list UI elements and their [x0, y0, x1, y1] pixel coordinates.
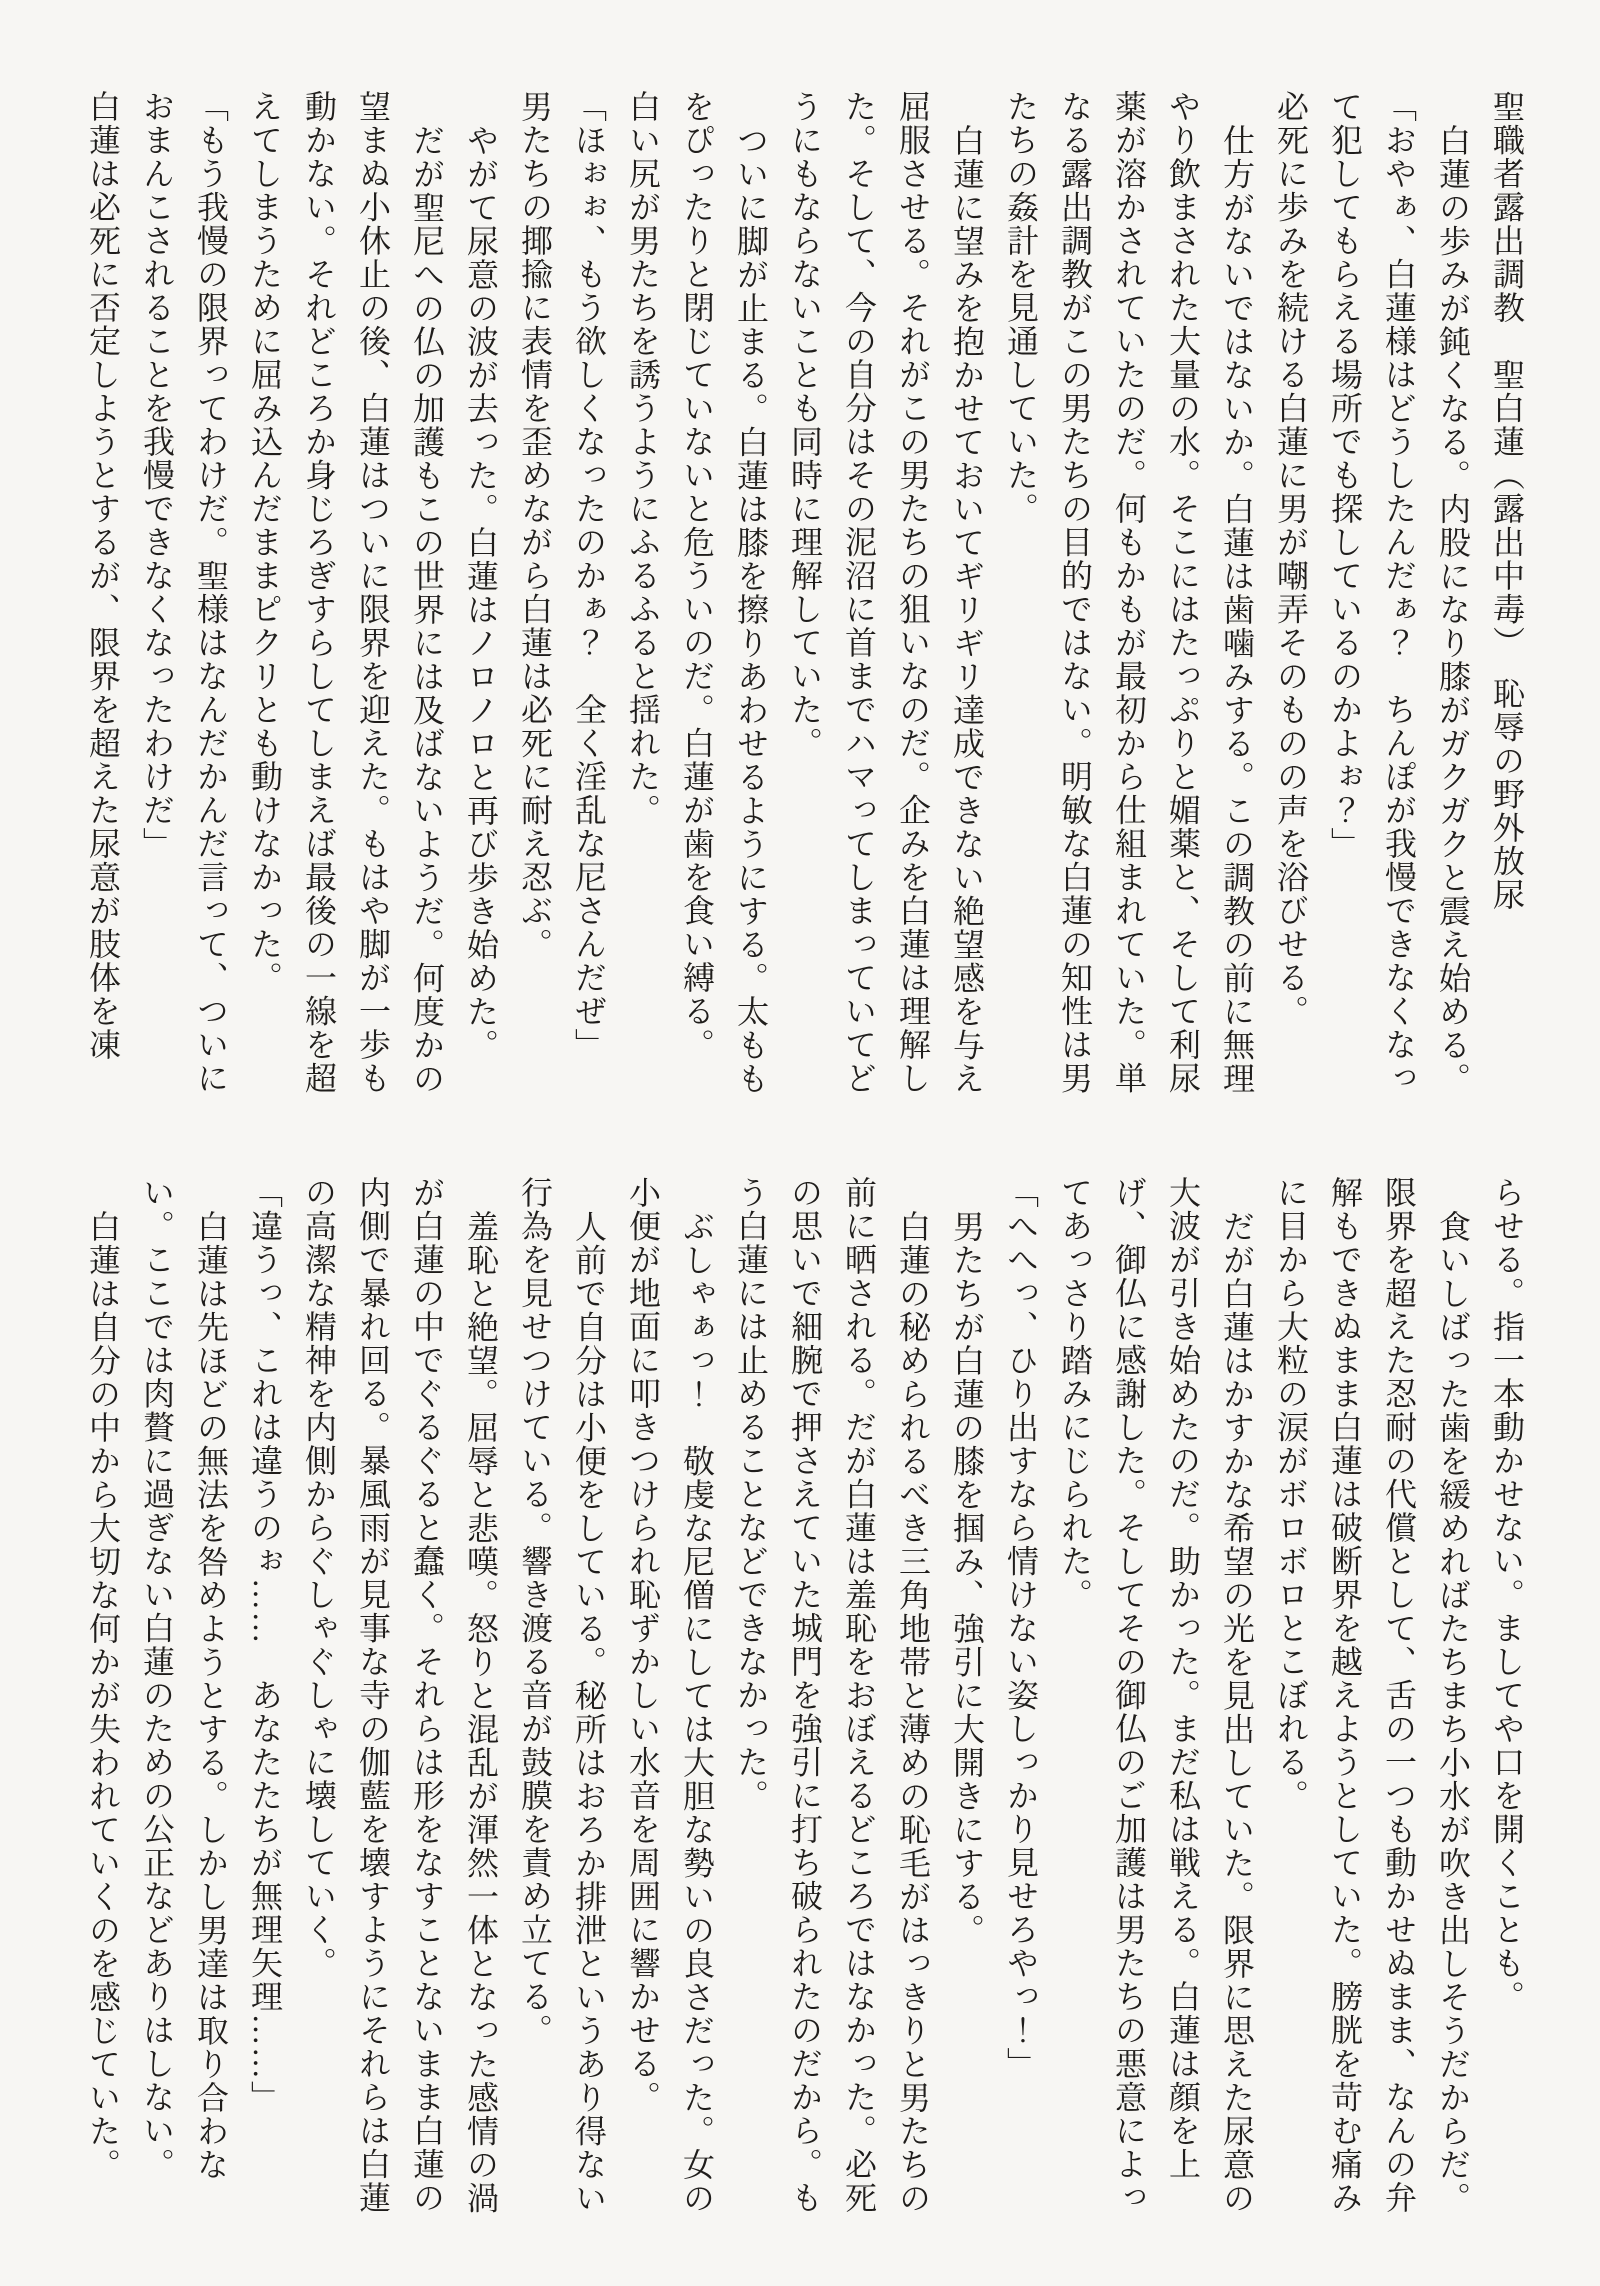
- paragraph: 羞恥と絶望。屈辱と悲嘆。怒りと混乱が渾然一体となった感情の渦が白蓮の中でぐるぐると蠢く。それらは形をなすことないまま白蓮の内側で暴れ回る。暴風雨が見事な寺の伽藍を壊すようにそれらは白蓮の高潔な精神を内側からぐしゃぐしゃに壊していく。: [301, 1176, 499, 2215]
- paragraph: だが聖尼への仏の加護もこの世界には及ばないようだ。何度かの望まぬ小休止の後、白蓮はついに限界を迎えた。もはや脚が一歩も動かない。それどころか身じろぎすらしてしまえば最後の一線を超えてしまうために屈み込んだままピクリとも動けなかった。: [247, 90, 445, 1096]
- paragraph: 白蓮の歩みが鈍くなる。内股になり膝がガクガクと震え始める。: [1435, 124, 1471, 1096]
- paragraph: 食いしばった歯を緩めればたちまち小水が吹き出しそうだからだ。限界を超えた忍耐の代償として、舌の一つも動かせぬまま、なんの弁解もできぬまま白蓮は破断界を越えようとしていた。膀胱を苛む痛みに目から大粒の涙がボロボロとこぼれる。: [1273, 1176, 1471, 2215]
- paragraph: ぶしゃぁっ！ 敬虔な尼僧にしては大胆な勢いの良さだった。女の小便が地面に叩きつけられ恥ずかしい水音を周囲に響かせる。: [625, 1176, 715, 2215]
- paragraph: 「へへっ、ひり出すなら情けない姿しっかり見せろやっ！」: [1003, 1176, 1039, 2081]
- paragraph: 白蓮は必死に否定しようとするが、限界を超えた尿意が肢体を凍: [85, 90, 121, 1062]
- paragraph: 必死に歩みを続ける白蓮に男が嘲弄そのものの声を浴びせる。: [1273, 90, 1309, 1028]
- paragraph: ついに脚が止まる。白蓮は膝を擦りあわせるようにする。太ももをぴったりと閉じていないと危ういのだ。白蓮が歯を食い縛る。: [679, 90, 769, 1096]
- paragraph: 「おやぁ、白蓮様はどうしたんだぁ？ ちんぽが我慢できなくなって犯してもらえる場所でも探しているのかよぉ？」: [1327, 90, 1417, 1095]
- paragraph: だが白蓮はかすかな希望の光を見出していた。限界に思えた尿意の大波が引き始めたのだ。助かった。まだ私は戦える。白蓮は顔を上げ、御仏に感謝した。そしてその御仏のご加護は男たちの悪意によってあっさり踏みにじられた。: [1057, 1176, 1255, 2215]
- paragraph: 白蓮の秘められるべき三角地帯と薄めの恥毛がはっきりと男たちの前に晒される。だが白蓮は羞恥をおぼえるどころではなかった。必死の思いで細腕で押さえていた城門を強引に打ち破られたのだから。もう白蓮には止めることなどできなかった。: [733, 1176, 931, 2215]
- paragraph: 「ほぉぉ、もう欲しくなったのかぁ？ 全く淫乱な尼さんだぜ」: [571, 90, 607, 1062]
- paragraph: やがて尿意の波が去った。白蓮はノロノロと再び歩き始めた。: [463, 124, 499, 1062]
- paragraph: 「違うっ、これは違うのぉ…… あなたたちが無理矢理……」: [247, 1176, 283, 2114]
- top-text-block: [76, 90, 1534, 1098]
- paragraph: 白い尻が男たちを誘うようにふるふると揺れた。: [625, 90, 661, 827]
- paragraph: 人前で自分は小便をしている。秘所はおろか排泄というあり得ない行為を見せつけている。響き渡る音が鼓膜を責め立てる。: [517, 1176, 607, 2215]
- bottom-text-block: [76, 1176, 1534, 2221]
- page-title: 聖職者露出調教 聖白蓮（露出中毒） 恥辱の野外放尿: [1489, 90, 1525, 912]
- paragraph: 白蓮に望みを抱かせておいてギリギリ達成できない絶望感を与え屈服させる。それがこの男たちの狙いなのだ。企みを白蓮は理解した。そして、今の自分はその泥沼に首までハマってしまっていてどうにもならないことも同時に理解していた。: [787, 90, 985, 1096]
- paragraph: 男たちの揶揄に表情を歪めながら白蓮は必死に耐え忍ぶ。: [517, 90, 553, 961]
- paragraph: 男たちが白蓮の膝を掴み、強引に大開きにする。: [949, 1210, 985, 1947]
- paragraph: 「もう我慢の限界ってわけだ。聖様はなんだかんだ言って、ついにおまんこされることを我慢できなくなったわけだ」: [139, 90, 229, 1095]
- paragraph: らせる。指一本動かせない。ましてや口を開くことも。: [1489, 1176, 1525, 2014]
- paragraph: 白蓮は先ほどの無法を咎めようとする。しかし男達は取り合わない。ここでは肉贅に過ぎない白蓮のための公正などありはしない。: [139, 1176, 229, 2182]
- paragraph: 仕方がないではないか。白蓮は歯噛みする。この調教の前に無理やり飲まされた大量の水。そこにはたっぷりと媚薬と、そして利尿薬が溶かされていたのだ。何もかもが最初から仕組まれていた。単なる露出調教がこの男たちの目的ではない。明敏な白蓮の知性は男たちの姦計を見通していた。: [1003, 90, 1255, 1096]
- paragraph: 白蓮は自分の中から大切な何かが失われていくのを感じていた。: [85, 1210, 121, 2182]
